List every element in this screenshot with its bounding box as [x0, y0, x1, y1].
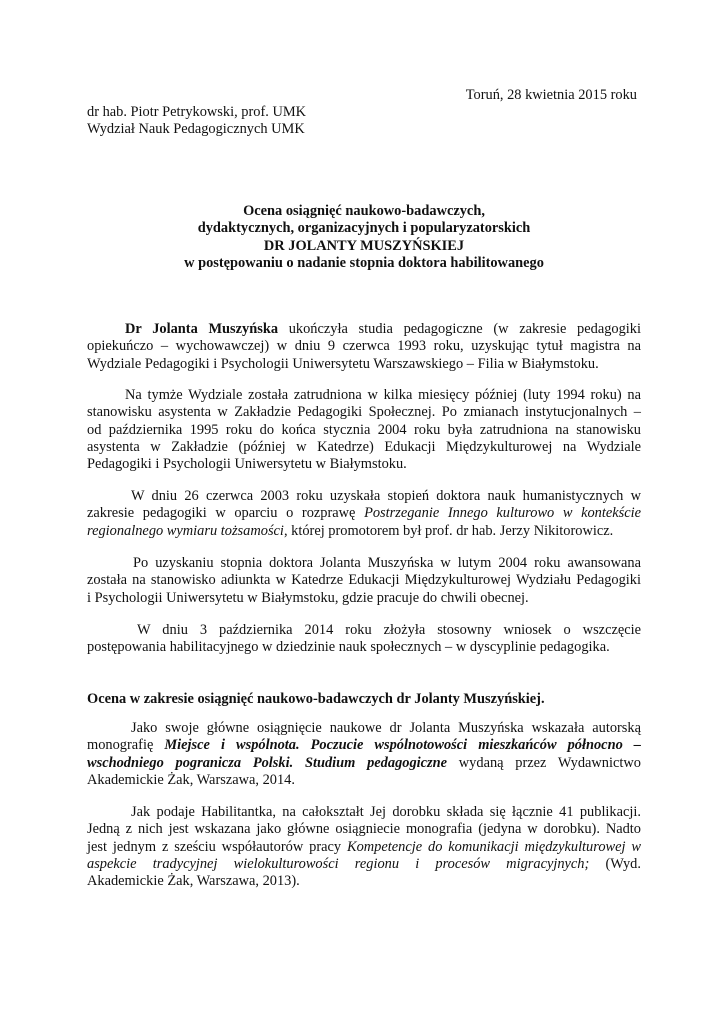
- coauthored-work-title: Kompetencje do komunikacji międzykulturowej w: [346, 838, 641, 855]
- paragraph-application: W dniu 3 października 2014 roku złożyła stosowny wniosek o wszczęcie postępowania habilitacyjnego w dziedzinie nauk społecznych – w dyscyplinie pedagogika.: [87, 622, 641, 656]
- document-title: [87, 203, 641, 272]
- title-line-1: Ocena osiągnięć naukowo-badawczych,: [243, 203, 485, 219]
- section-heading: Ocena w zakresie osiągnięć naukowo-badawczych dr Jolanty Muszyńskiej.: [87, 691, 545, 707]
- title-line-3: DR JOLANTY MUSZYŃSKIEJ: [263, 237, 465, 254]
- paragraph-main-achievement: Jako swoje główne osiągnięcie naukowe dr Jolanta Muszyńska wskazała autorską monografię Miejsce i wspólnota. Poczucie wspólnotowości mieszkańców północno – wschodniego pogranicza Polski. Studium pedagogiczne wydaną przez Wydawnictwo Akademickie Żak, Warszawa, 2014.: [87, 720, 641, 788]
- author-name: dr hab. Piotr Petrykowski, prof. UMK: [87, 104, 307, 120]
- place-date: Toruń, 28 kwietnia 2015 roku: [465, 87, 637, 103]
- dissertation-title: Postrzeganie Innego kulturowo w kontekście: [364, 505, 641, 522]
- candidate-name: Dr Jolanta Muszyńska: [125, 321, 279, 337]
- paragraph-publications: Jak podaje Habilitantka, na całokształt Jej dorobku składa się łącznie 41 publikacji. Jedną z nich jest wskazana jako główne osiągniecie monografia (jedyna w dorobku). Nadto jest jednym z sześciu współautorów pracy Kompetencje do komunikacji międzykulturowej w aspekcie tradycyjnej wielokulturowości regionu i procesów migracyjnych; (Wyd. Akademickie Żak, Warszawa, 2013).: [87, 804, 641, 890]
- monograph-title: Miejsce i wspólnota. Poczucie wspólnotowości mieszkańców północno –: [164, 737, 641, 754]
- title-line-2: dydaktycznych, organizacyjnych i popularyzatorskich: [197, 220, 531, 237]
- paragraph-education: Dr Jolanta Muszyńska ukończyła studia pedagogiczne (w zakresie pedagogiki opiekuńczo – wychowawczej) w dniu 9 czerwca 1993 roku, uzyskując tytuł magistra na Wydziale Pedagogiki i Psychologii Uniwersytetu Warszawskiego – Filia w Białymstoku.: [87, 321, 641, 372]
- author-unit: Wydział Nauk Pedagogicznych UMK: [87, 121, 305, 138]
- paragraph-doctorate: W dniu 26 czerwca 2003 roku uzyskała stopień doktora nauk humanistycznych w zakresie pedagogiki w oparciu o rozprawę Postrzeganie Innego kulturowo w kontekście regionalnego wymiaru tożsamości, której promotorem był prof. dr hab. Jerzy Nikitorowicz.: [87, 488, 641, 539]
- paragraph-employment: Na tymże Wydziale została zatrudniona w kilka miesięcy później (luty 1994 roku) na stanowisku asystenta w Zakładzie Pedagogiki Społecznej. Po zmianach instytucjonalnych – od października 1995 roku do końca stycznia 2004 roku była zatrudniona na stanowisku asystenta w Zakładzie (później w Katedrze) Edukacji Międzykulturowej na Wydziale Pedagogiki i Psychologii Uniwersytetu w Białymstoku.: [87, 387, 641, 473]
- title-line-4: w postępowaniu o nadanie stopnia doktora habilitowanego: [184, 254, 544, 271]
- author-block: [87, 104, 306, 139]
- paragraph-promotion: Po uzyskaniu stopnia doktora Jolanta Muszyńska w lutym 2004 roku awansowana została na stanowisko adiunkta w Katedrze Edukacji Międzykulturowej Wydziału Pedagogiki i Psychologii Uniwersytetu w Białymstoku, gdzie pracuje do chwili obecnej.: [87, 555, 641, 606]
